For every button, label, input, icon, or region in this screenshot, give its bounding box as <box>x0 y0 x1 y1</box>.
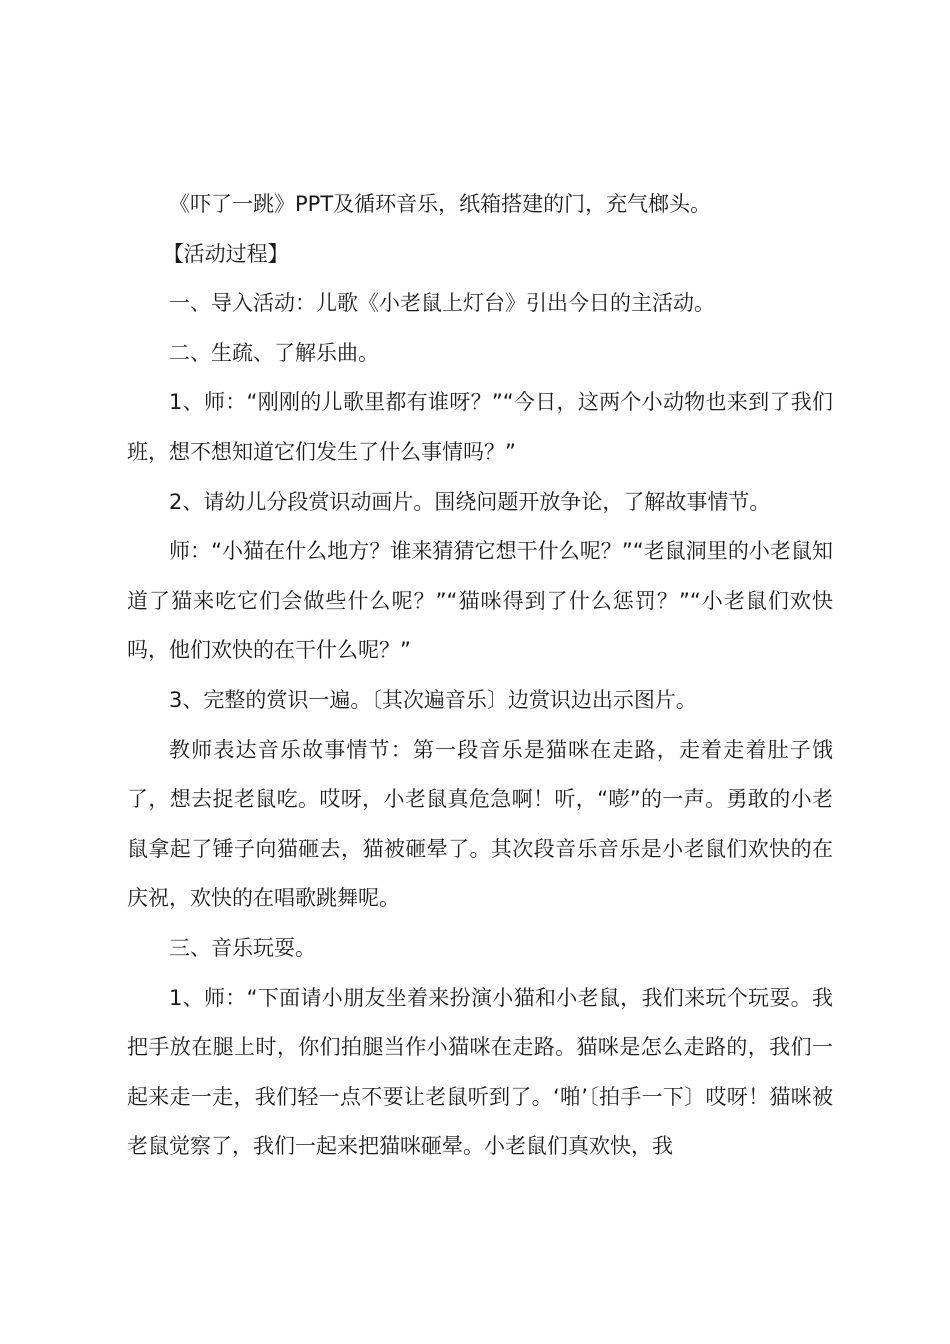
paragraph-step-two: 二、生疏、了解乐曲。 <box>169 340 379 365</box>
paragraph-item-1: 1、师：“刚刚的儿歌里都有谁呀？”“今日，这两个小动物也来到了我们班，想不想知道它们发生了什么事情吗？” <box>127 390 833 464</box>
document-body <box>127 180 833 1172</box>
paragraph-materials: 《吓了一跳》PPT及循环音乐，纸箱搭建的门，充气榔头。 <box>169 192 712 216</box>
paragraph-step-one: 一、导入活动：儿歌《小老鼠上灯台》引出今日的主活动。 <box>169 291 715 316</box>
paragraph-game-item-1: 1、师：“下面请小朋友坐着来扮演小猫和小老鼠，我们来玩个玩耍。我把手放在腿上时，你们拍腿当作小猫咪在走路。猫咪是怎么走路的，我们一起来走一走，我们轻一点不要让老鼠听到了。‘啪’〔拍手一下〕哎呀！猫咪被老鼠觉察了，我们一起来把猫咪砸晕。小老鼠们真欢快，我 <box>127 985 833 1159</box>
paragraph-story-plot: 教师表达音乐故事情节：第一段音乐是猫咪在走路，走着走着肚子饿了，想去捉老鼠吃。哎呀，小老鼠真危急啊！听，“嘭”的一声。勇敢的小老鼠拿起了锤子向猫砸去，猫被砸晕了。其次段音乐音乐是小老鼠们欢快的在庆祝，欢快的在唱歌跳舞呢。 <box>127 737 833 911</box>
paragraph-item-3: 3、完整的赏识一遍。〔其次遍音乐〕边赏识边出示图片。 <box>169 687 697 712</box>
paragraph-teacher-questions: 师：“小猫在什么地方？谁来猜猜它想干什么呢？”“老鼠洞里的小老鼠知道了猫来吃它们会做些什么呢？”“猫咪得到了什么惩罚？”“小老鼠们欢快吗，他们欢快的在干什么呢？” <box>127 539 833 663</box>
paragraph-step-three: 三、音乐玩耍。 <box>169 935 316 960</box>
paragraph-item-2: 2、请幼儿分段赏识动画片。围绕问题开放争论，了解故事情节。 <box>169 489 771 514</box>
section-heading-activity-process: 【活动过程】 <box>162 241 289 266</box>
